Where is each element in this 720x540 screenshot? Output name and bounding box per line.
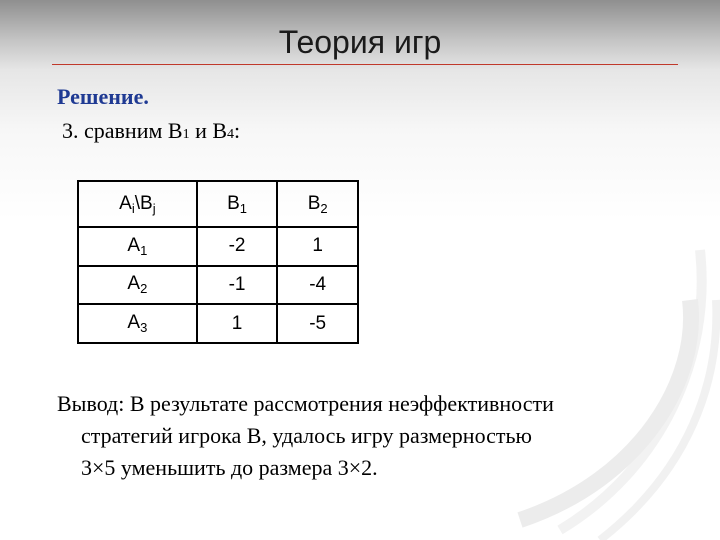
column-header-b2 bbox=[277, 181, 358, 227]
column-header-b1 bbox=[197, 181, 278, 227]
step-b1-index: 1 bbox=[182, 127, 190, 142]
payoff-matrix-table bbox=[77, 180, 359, 344]
row-header-letter: A bbox=[127, 273, 141, 295]
table-row-a3 bbox=[78, 304, 358, 343]
row-header-index: 2 bbox=[140, 281, 148, 297]
conclusion-line-3: 3×5 уменьшить до размера 3×2. bbox=[81, 455, 378, 480]
column-header-letter: B bbox=[227, 192, 240, 214]
row-header-letter: A bbox=[127, 312, 141, 334]
column-header-letter: B bbox=[307, 192, 321, 214]
row-header-a1 bbox=[78, 227, 197, 266]
step-suffix: : bbox=[234, 118, 241, 143]
table-cell: -1 bbox=[197, 266, 278, 305]
slide-title: Теория игр bbox=[278, 24, 442, 60]
solution-heading: Решение. bbox=[57, 84, 149, 109]
table-cell: -5 bbox=[277, 304, 358, 343]
row-header-a2 bbox=[78, 266, 197, 305]
conclusion-paragraph bbox=[57, 388, 697, 484]
column-header-index: 2 bbox=[320, 200, 328, 216]
title-divider bbox=[52, 64, 678, 65]
corner-separator: \B bbox=[134, 192, 153, 214]
table-row-a2 bbox=[78, 266, 358, 305]
step-conj: и В bbox=[189, 118, 228, 143]
corner-j-index: j bbox=[152, 200, 156, 216]
table-cell: 1 bbox=[277, 227, 358, 266]
corner-a: A bbox=[119, 192, 132, 214]
table-row-a1 bbox=[78, 227, 358, 266]
column-header-index: 1 bbox=[239, 200, 248, 216]
table-cell: -2 bbox=[197, 227, 278, 266]
step-text bbox=[62, 118, 240, 144]
corner-i-index: i bbox=[131, 200, 135, 216]
row-header-letter: A bbox=[127, 234, 141, 256]
table-cell: 1 bbox=[197, 304, 278, 343]
conclusion-line-2: стратегий игрока В, удалось игру размерностью bbox=[81, 423, 532, 448]
row-header-a3 bbox=[78, 304, 197, 343]
table-cell: -4 bbox=[277, 266, 358, 305]
corner-header-cell bbox=[78, 181, 197, 227]
row-header-index: 3 bbox=[140, 320, 148, 336]
conclusion-line-1: Вывод: В результате рассмотрения неэффективности bbox=[57, 391, 554, 416]
row-header-index: 1 bbox=[140, 242, 148, 258]
step-prefix: 3. сравним В bbox=[62, 118, 183, 143]
step-b4-index: 4 bbox=[227, 127, 235, 142]
table-header-row bbox=[78, 181, 358, 227]
